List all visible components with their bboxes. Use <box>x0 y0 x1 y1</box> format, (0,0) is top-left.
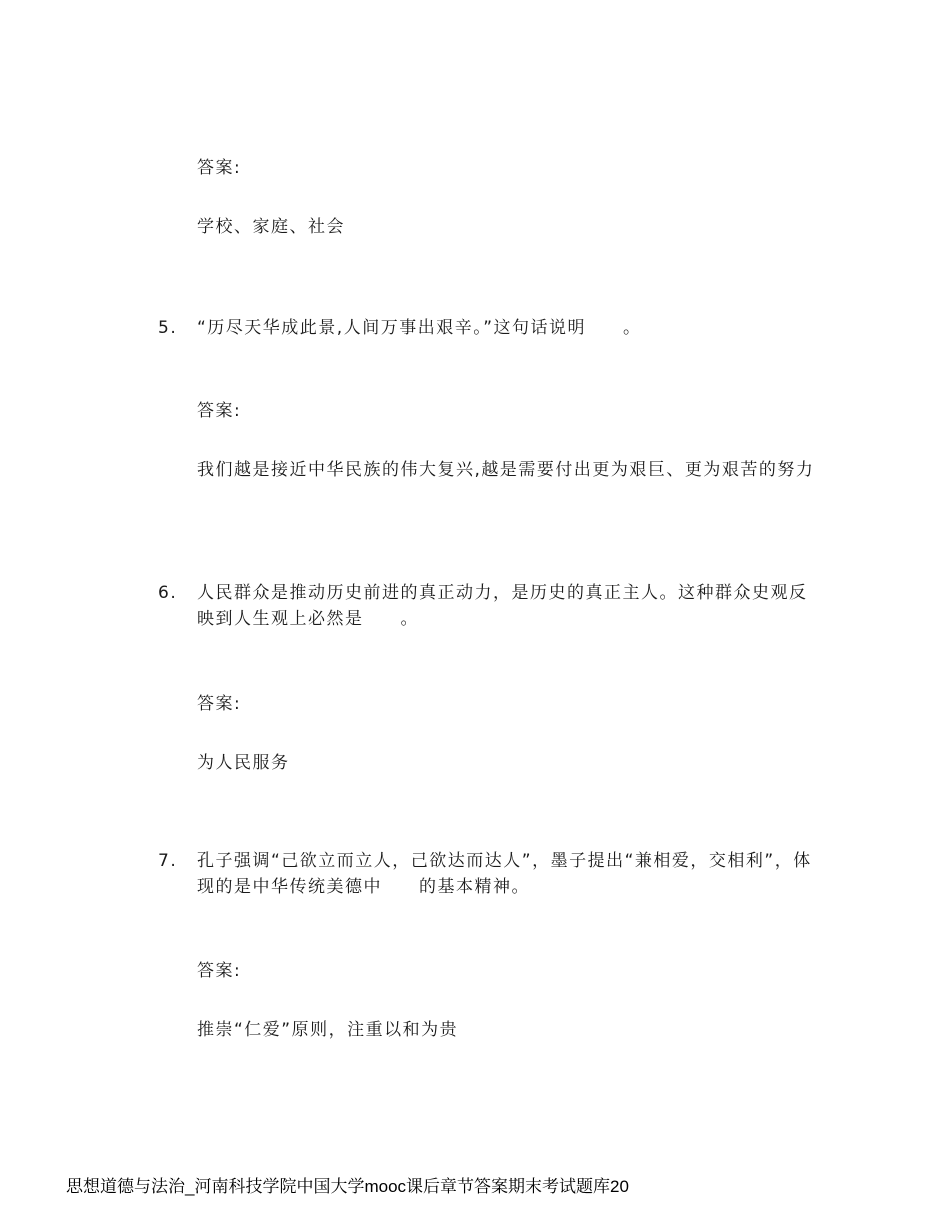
answer-text: 为人民服务 <box>197 753 290 773</box>
answer-label: 答案: <box>197 694 242 714</box>
answer-text: 学校、家庭、社会 <box>197 217 345 237</box>
answer-text: 推崇“仁爱”原则，注重以和为贵 <box>197 1020 459 1040</box>
answer-label: 答案: <box>197 401 242 421</box>
page-footer: 思想道德与法治_河南科技学院中国大学mooc课后章节答案期末考试题库20 <box>66 1177 629 1196</box>
question-text: 人民群众是推动历史前进的真正动力，是历史的真正主人。这种群众史观反映到人生观上必然是 。 <box>197 583 808 629</box>
question-number: 6. <box>158 583 178 603</box>
answer-text: 我们越是接近中华民族的伟大复兴,越是需要付出更为艰巨、更为艰苦的努力 <box>197 460 815 480</box>
question-number: 5. <box>158 318 178 338</box>
question-text: 孔子强调“己欲立而立人，己欲达而达人”，墨子提出“兼相爱，交相利”，体现的是中华传统美德中 的基本精神。 <box>197 851 812 897</box>
answer-label: 答案: <box>197 158 242 178</box>
question-number: 7. <box>158 851 178 871</box>
question-text: “历尽天华成此景,人间万事出艰辛。”这句话说明 。 <box>197 318 642 338</box>
answer-label: 答案: <box>197 961 242 981</box>
